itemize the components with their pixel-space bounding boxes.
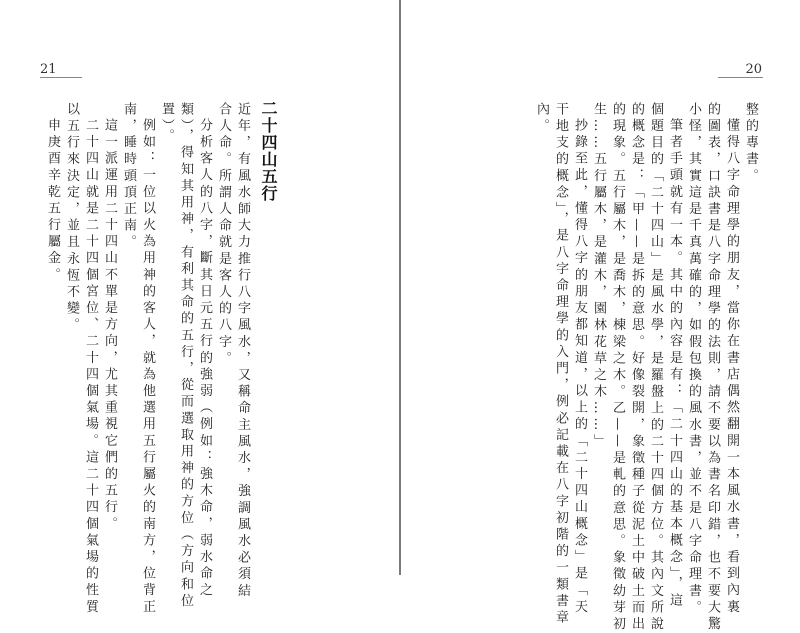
page-number-rule xyxy=(40,77,82,78)
right-text-line-3: 的圖表，口訣書是八字命理學的法則，請不要以為書名印錯，也不要大驚 xyxy=(705,102,720,633)
right-text-line-12: 內。 xyxy=(534,102,549,136)
page-number-20: 20 xyxy=(745,62,762,77)
left-text-line-2: 合人命。所謂人命就是客人的八字。 xyxy=(216,102,231,368)
left-text-line-8: 這一派運用二十四山不單是方向，尤其重視它們的五行。 xyxy=(102,118,117,533)
left-text-line-11: 申庚酉辛乾五行屬金。 xyxy=(45,118,60,284)
left-text-line-9: 二十四山就是二十四個宮位、二十四個氣場。這二十四個氣場的性質 xyxy=(83,118,98,616)
right-text-line-6: 個題目的「二十四山」是風水學，是羅盤上的二十四個方位。其內文所說 xyxy=(648,102,663,633)
left-text-line-3: 分析客人的八字，斷其日元五行的強弱（例如：強木命，弱水命之 xyxy=(197,118,212,600)
page-number-21: 21 xyxy=(40,62,57,77)
left-text-line-1: 近年，有風水師大力推行八字風水，又稱命主風水，強調風水必須結 xyxy=(235,102,250,600)
right-text-line-2: 懂得八字命理學的朋友，當你在書店偶然翻開一本風水書，看到內裏 xyxy=(724,118,739,616)
section-heading: 二十四山五行 xyxy=(259,100,278,202)
left-text-line-7: 南，睡時頭頂正南。 xyxy=(121,102,136,252)
right-text-line-10: 抄錄至此，懂得八字的朋友都知道，以上的「二十四山概念」是「天 xyxy=(572,118,587,616)
right-text-line-9: 生……五行屬木，是灌木，園林花草之木……」 xyxy=(591,102,606,451)
right-text-line-8: 的現象。五行屬木，是喬木，棟梁之木。乙——是軋的意思。象徵幼芽初 xyxy=(610,102,625,633)
right-text-line-1: 整的專書。 xyxy=(743,102,758,185)
right-text-line-7: 的概念是：「甲——是拆的意思。好像裂開，象徵種子從泥土中破土而出 xyxy=(629,102,644,633)
left-text-line-6: 例如：一位以火為用神的客人，就為他選用五行屬火的南方，位背正 xyxy=(140,118,155,616)
left-text-line-5: 置）。 xyxy=(159,102,174,146)
right-text-line-4: 小怪，其實這是千真萬確的，如假包換的風水書，並不是八字命理書。 xyxy=(686,102,701,617)
page-number-rule-right xyxy=(718,77,763,78)
left-text-line-10: 以五行來決定，並且永恆不變。 xyxy=(64,102,79,335)
right-text-line-11: 干地支的概念」，是八字命理學的入門，例必記載在八字初階的一類書章 xyxy=(553,102,568,627)
right-text-line-5: 筆者手頭就有一本。其中的內容是有：「二十四山的基本概念」，這 xyxy=(667,118,682,610)
left-text-line-4: 類），得知其用神，有利其命的五行，從而選取用神的方位（方向和位 xyxy=(178,102,193,611)
